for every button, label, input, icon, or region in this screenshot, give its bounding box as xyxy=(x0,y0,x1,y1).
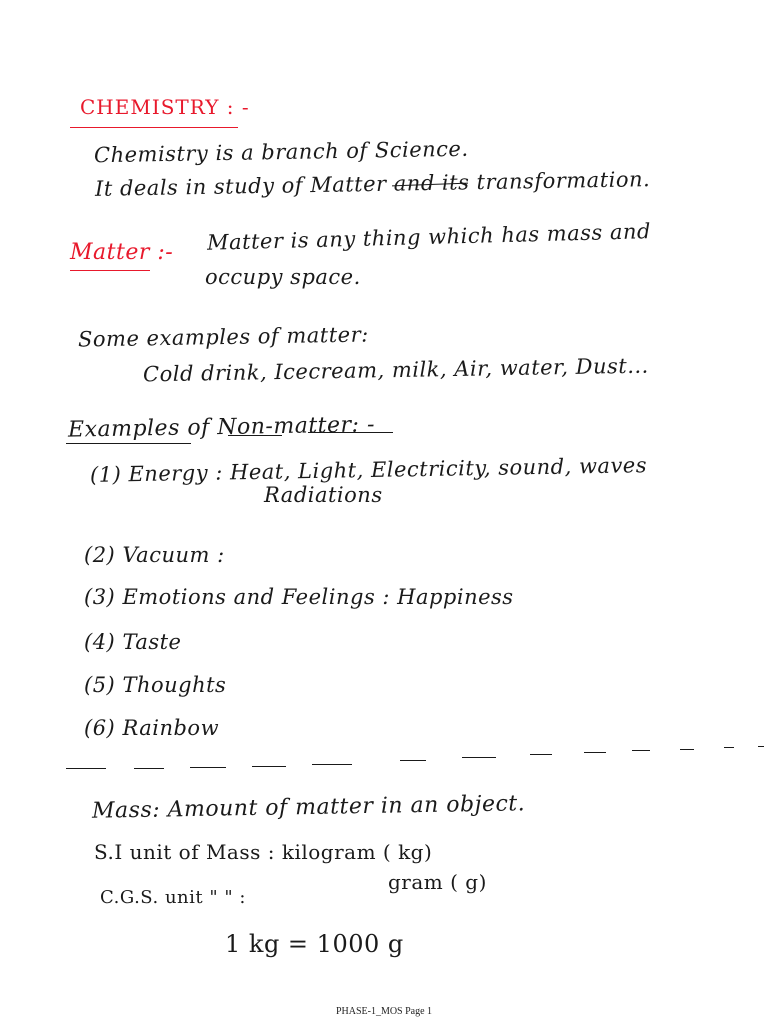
item-number: (1) xyxy=(89,462,122,487)
item-text: Taste xyxy=(122,630,182,654)
page-heading: CHEMISTRY : - xyxy=(80,95,250,119)
divider-dash xyxy=(530,754,552,755)
cgs-unit-label: C.G.S. unit " " : xyxy=(100,887,246,908)
divider-dash xyxy=(584,752,606,753)
item-text: Vacuum : xyxy=(122,543,225,567)
non-matter-item-2 xyxy=(84,543,225,567)
definition-matter-word: Matter xyxy=(310,171,387,198)
non-matter-underline-1 xyxy=(66,443,191,444)
item-text: Energy : Heat, Light, Electricity, sound, waves xyxy=(128,453,648,487)
non-matter-item-1 xyxy=(90,453,647,487)
divider-dash xyxy=(134,768,164,769)
divider-dash xyxy=(66,768,106,769)
cgs-unit-value: gram ( g) xyxy=(388,870,487,894)
item-text: Emotions and Feelings : Happiness xyxy=(122,585,514,609)
item-number: (6) xyxy=(84,716,116,740)
item-text: Thoughts xyxy=(122,673,227,697)
matter-def-line-2: occupy space. xyxy=(205,265,361,289)
item-number: (2) xyxy=(84,543,116,567)
divider-dash xyxy=(680,749,694,750)
divider-dash xyxy=(758,746,764,747)
mass-conversion: 1 kg = 1000 g xyxy=(225,930,404,958)
definition-line-2-suffix: and its transformation. xyxy=(393,167,651,196)
non-matter-heading-matter: matter: - xyxy=(273,412,376,440)
mass-definition: Mass: Amount of matter in an object. xyxy=(91,791,526,824)
divider-dash xyxy=(632,750,650,751)
divider-dash xyxy=(462,757,496,758)
examples-matter-heading: Some examples of matter: xyxy=(77,322,369,352)
page-footer: PHASE-1_MOS Page 1 xyxy=(335,1006,433,1017)
divider-dash xyxy=(252,766,286,767)
examples-matter-list: Cold drink, Icecream, milk, Air, water, Dust... xyxy=(142,353,649,387)
non-matter-item-3 xyxy=(84,585,514,609)
item-text: Rainbow xyxy=(122,716,220,740)
non-matter-heading xyxy=(68,412,375,442)
non-matter-item-6 xyxy=(84,716,219,740)
non-matter-item-4 xyxy=(84,630,181,654)
non-matter-heading-non: Non- xyxy=(217,414,274,441)
item-number: (4) xyxy=(84,630,116,654)
definition-line-2-prefix: It deals in study of xyxy=(94,173,304,201)
matter-label-underline xyxy=(70,270,150,271)
si-unit-line: S.I unit of Mass : kilogram ( kg) xyxy=(94,840,433,864)
item-number: (5) xyxy=(84,673,116,697)
divider-dash xyxy=(724,747,734,748)
non-matter-item-5 xyxy=(84,673,226,697)
definition-line-2 xyxy=(95,167,651,201)
matter-label: Matter :- xyxy=(70,240,174,265)
divider-dash xyxy=(400,760,426,761)
heading-underline xyxy=(70,127,238,128)
item-number: (3) xyxy=(84,585,116,609)
divider-dash xyxy=(190,767,226,768)
non-matter-heading-prefix: Examples of xyxy=(67,415,210,443)
divider-dash xyxy=(312,764,352,765)
non-matter-item-1-continuation: Radiations xyxy=(264,483,383,507)
matter-def-line-1: Matter is any thing which has mass and xyxy=(206,219,652,255)
definition-line-1: Chemistry is a branch of Science. xyxy=(93,136,469,168)
non-matter-underline-2 xyxy=(228,435,282,436)
non-matter-underline-3 xyxy=(308,432,393,433)
